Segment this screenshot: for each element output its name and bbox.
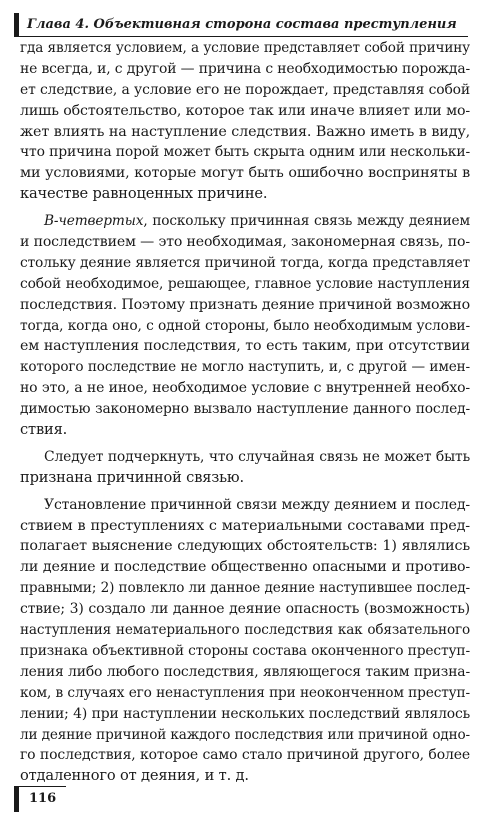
text-line: Следует подчеркнуть, что случайная связь не может быть	[44, 448, 470, 465]
text-line: димостью закономерно вызвало наступление данного послед-	[20, 401, 470, 418]
emphasis-lead: В-четвертых	[44, 213, 144, 230]
paragraph	[20, 38, 470, 205]
running-head	[14, 13, 468, 37]
text-line: что причина порой может быть скрыта одним или нескольки-	[20, 144, 470, 161]
text-line: но это, а не иное, необходимое условие с внутренней необхо-	[20, 380, 470, 397]
text-body	[20, 38, 470, 787]
text-line: Установление причинной связи между деянием и послед-	[44, 496, 470, 513]
text-line	[20, 211, 470, 232]
text-line: тогда, когда оно, с одной стороны, было необходимым услови-	[20, 317, 470, 334]
text-line: ления либо любого последствия, являющегося таким призна-	[20, 663, 470, 680]
text-line: жет влиять на наступление следствия. Важно иметь в виду,	[20, 123, 470, 140]
text-line: наступления нематериального последствия как обязательного	[20, 622, 470, 639]
text-line: отдаленного от деяния, и т. д.	[20, 767, 249, 785]
text-line: качестве равноценных причине.	[20, 185, 268, 203]
paragraph	[20, 447, 470, 489]
text-line-rest: , поскольку причинная связь между деянием	[143, 213, 470, 230]
text-line: полагает выяснение следующих обстоятельств: 1) являлись	[20, 538, 470, 555]
text-line: ствие; 3) создало ли данное деяние опасность (возможность)	[20, 601, 470, 618]
text-line: правными; 2) повлекло ли данное деяние наступившее послед-	[20, 580, 470, 597]
page-number: 116	[29, 791, 57, 806]
text-line: ет следствие, а условие его не порождает, представляя собой	[20, 81, 470, 98]
text-line: признака объективной стороны состава оконченного преступ-	[20, 642, 470, 659]
text-line: собой необходимое, решающее, главное условие наступления	[20, 275, 470, 292]
text-line: последствия. Поэтому признать деяние причиной возможно	[20, 296, 470, 313]
text-line: которого последствие не могло наступить, и, с другой — имен-	[20, 359, 470, 376]
running-head-title: Глава 4. Объективная сторона состава преступления	[27, 17, 457, 32]
paragraph	[20, 495, 470, 787]
page-footer	[14, 786, 66, 812]
text-line: лишь обстоятельство, которое так или иначе влияет или мо-	[20, 102, 470, 119]
text-line: не всегда, и, с другой — причина с необходимостью порожда-	[20, 60, 470, 77]
text-line: ствием в преступлениях с материальными составами пред-	[20, 517, 470, 534]
text-line: стольку деяние является причиной тогда, когда представляет	[20, 254, 470, 271]
text-line: и последствием — это необходимая, закономерная связь, по-	[20, 234, 470, 251]
text-line: ком, в случаях его ненаступления при неоконченном преступ-	[20, 684, 470, 701]
text-line: ли деяние и последствие общественно опасными и противо-	[20, 559, 470, 576]
text-line: ем наступления последствия, то есть таким, при отсутствии	[20, 338, 470, 355]
text-line: го последствия, которое само стало причиной другого, более	[20, 747, 470, 764]
text-line: ствия.	[20, 421, 68, 439]
text-line: лении; 4) при наступлении нескольких последствий являлось	[20, 705, 470, 722]
text-line: гда является условием, а условие представляет собой причину	[20, 40, 470, 56]
text-line: ли деяние причиной каждого последствия или причиной одно-	[20, 726, 470, 743]
text-line: признана причинной связью.	[20, 468, 244, 486]
paragraph	[20, 211, 470, 441]
text-line: ми условиями, которые могут быть ошибочно восприняты в	[20, 165, 470, 182]
